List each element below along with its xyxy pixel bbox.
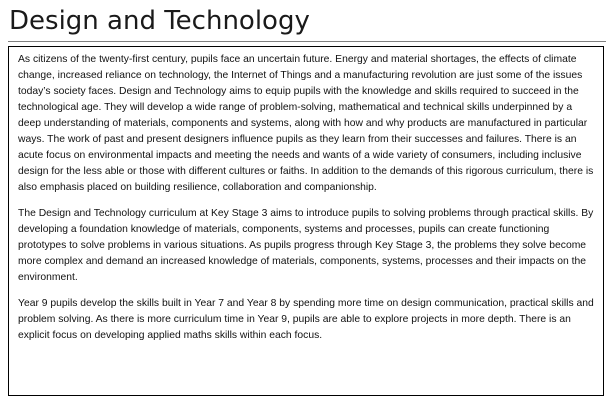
content-box [8,46,604,396]
paragraph-introduction: As citizens of the twenty-first century, pupils face an uncertain future. Energy and material shortages, the effects of climate change, increased reliance on technology, the Internet of Things and a manufacturing revolution are just some of the issues today’s society faces. Design and Technology aims to equip pupils with the knowledge and skills required to succeed in the technological age. They will develop a wide range of problem-solving, mathematical and technical skills underpinned by a deep understanding of materials, components and systems, along with how and why products are manufactured in particular ways. The work of past and present designers influence pupils as they learn from their successes and failures. There is an acute focus on environmental impacts and meeting the needs and wants of a wide variety of consumers, including inclusive design for the less able or those with different cultures or faiths. In addition to the demands of this rigorous curriculum, there is also emphasis placed on building resilience, collaboration and companionship. [18,54,594,193]
page-title: Design and Technology [9,6,310,36]
paragraph-key-stage-3: The Design and Technology curriculum at Key Stage 3 aims to introduce pupils to solving problems through practical skills. By developing a foundation knowledge of materials, components, systems and processes, pupils can create functioning prototypes to solve problems in various situations. As pupils progress through Key Stage 3, the problems they solve become more complex and demand an increased knowledge of materials, components, systems, processes and their impacts on the environment. [18,208,594,283]
title-underline-divider [8,41,606,42]
paragraph-year-9: Year 9 pupils develop the skills built in Year 7 and Year 8 by spending more time on design communication, practical skills and problem solving. As there is more curriculum time in Year 9, pupils are able to explore projects in more depth. There is an explicit focus on developing applied maths skills within each focus. [18,298,594,341]
